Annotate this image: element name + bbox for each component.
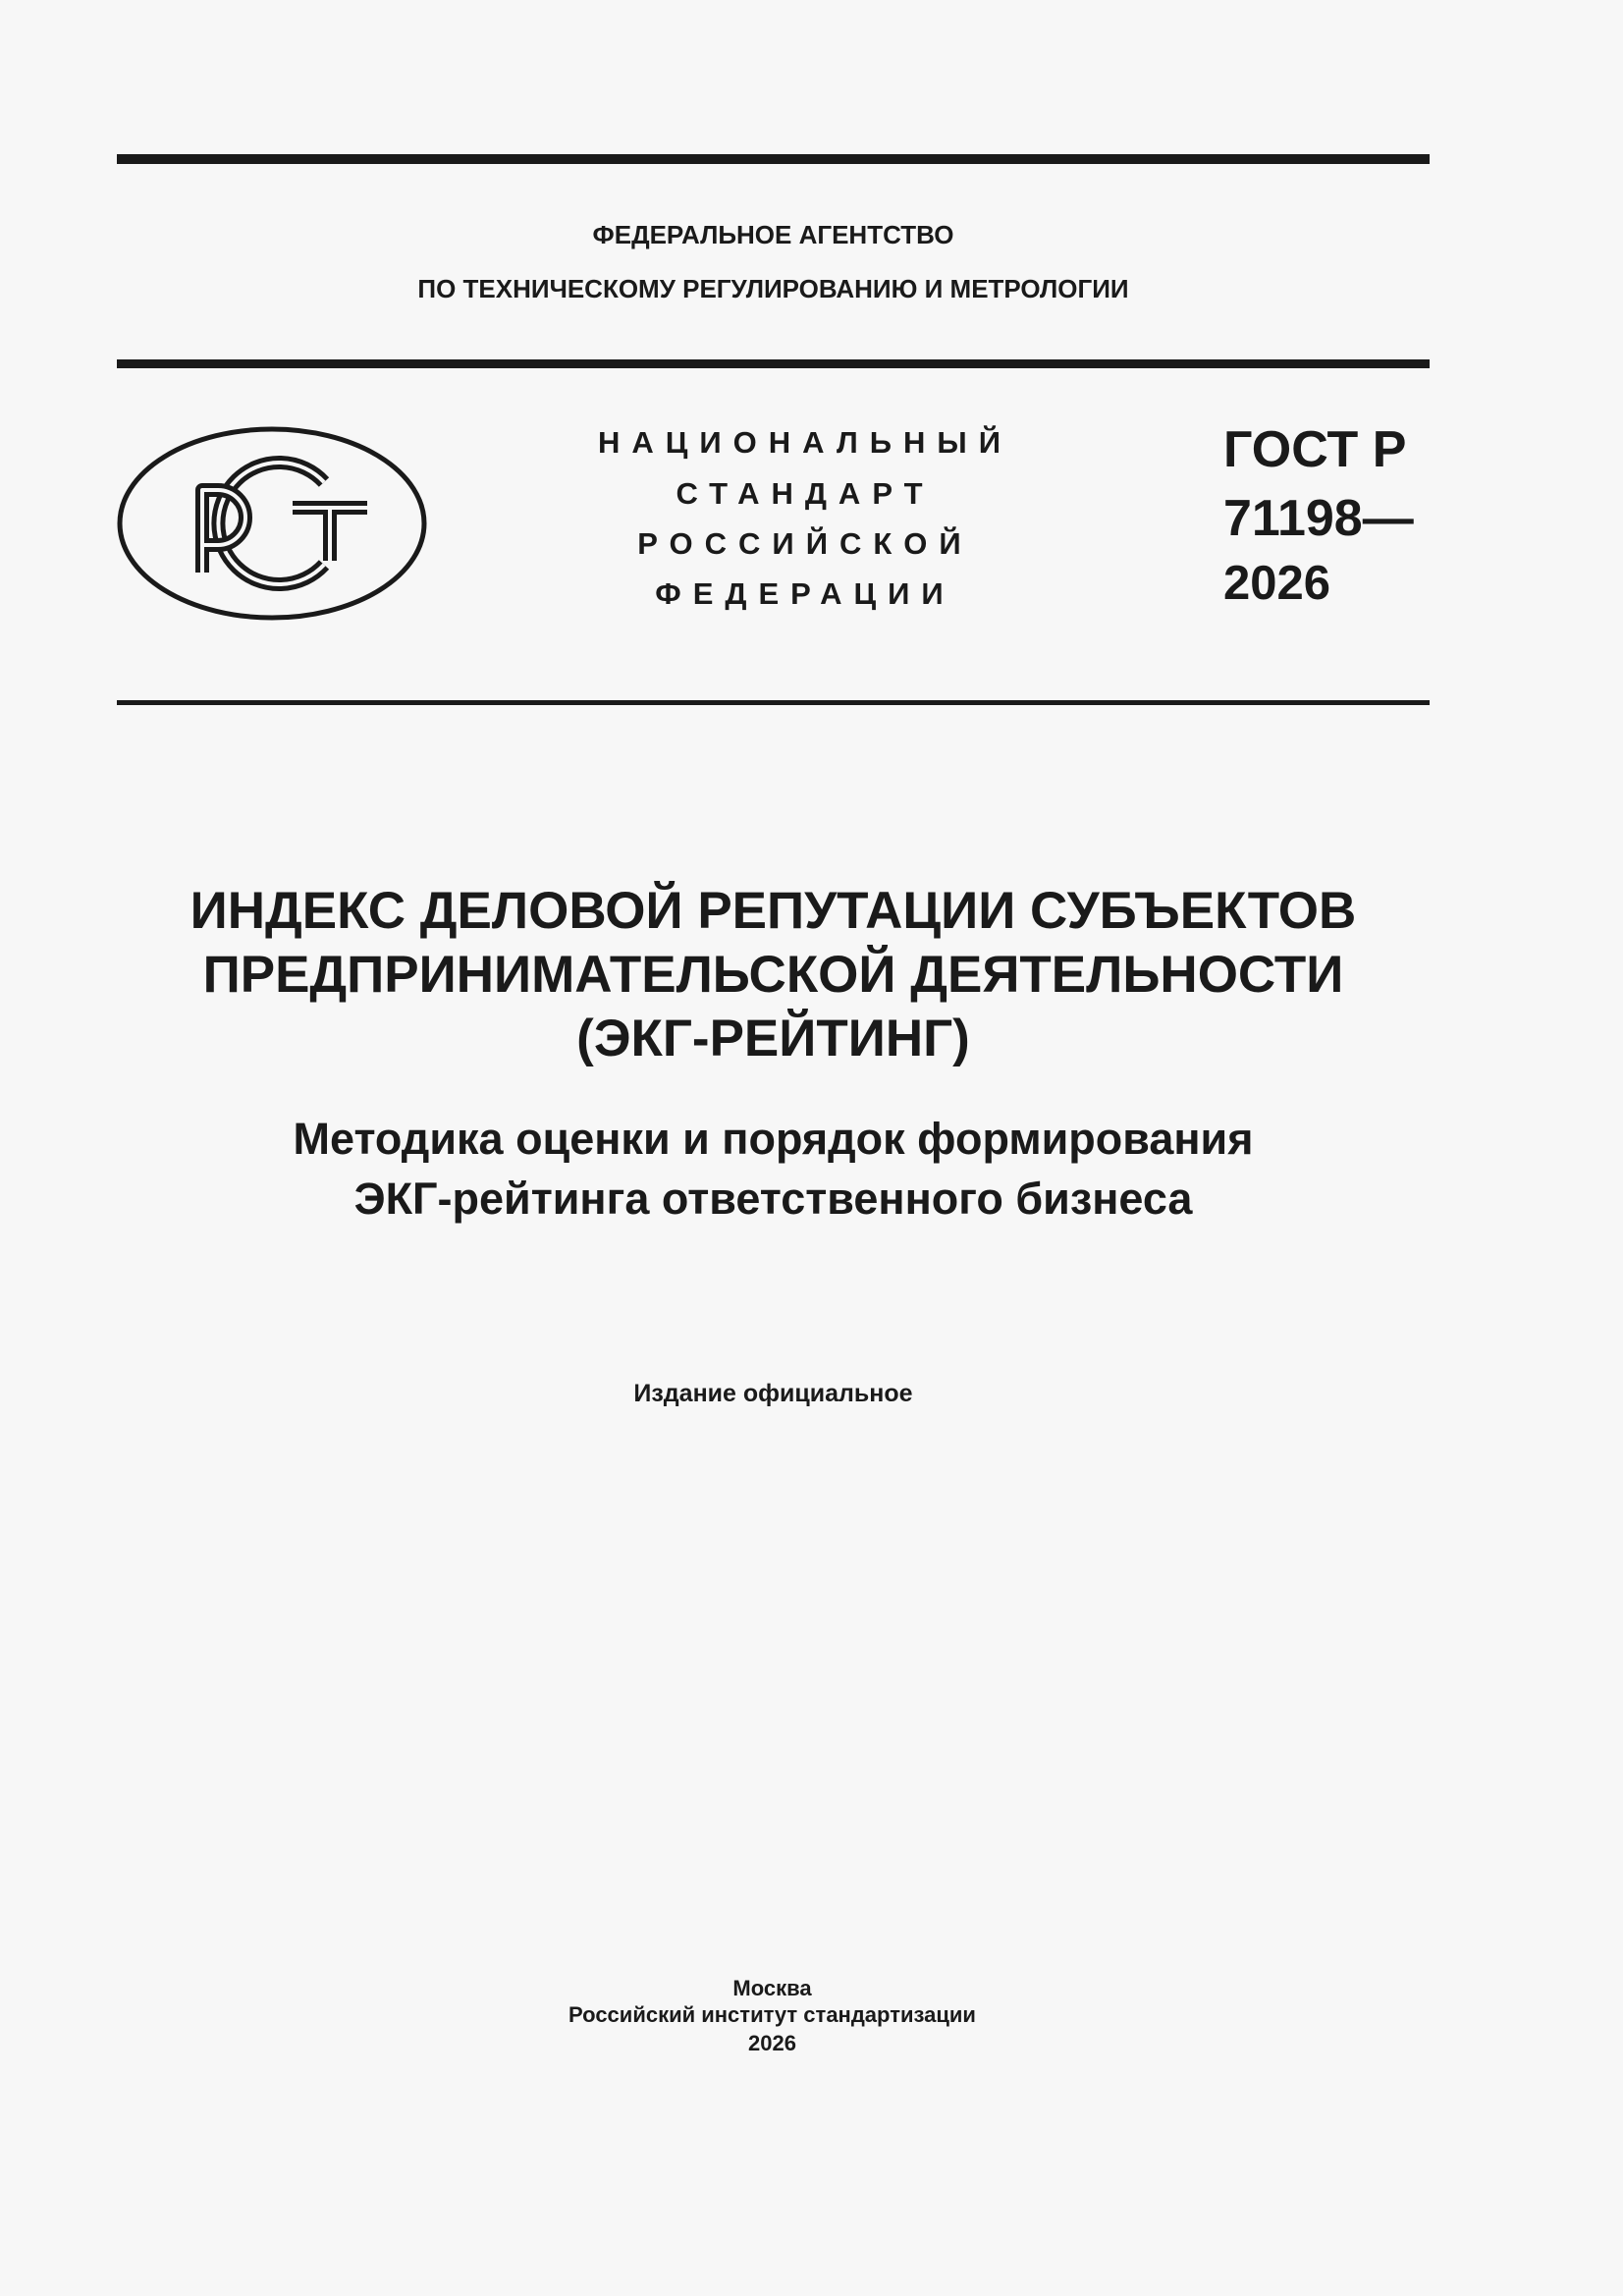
top-divider xyxy=(117,154,1430,164)
standard-type-line4: ФЕДЕРАЦИИ xyxy=(655,576,955,611)
standard-type-line1: НАЦИОНАЛЬНЫЙ xyxy=(597,425,1013,460)
agency-name-line2: ПО ТЕХНИЧЕСКОМУ РЕГУЛИРОВАНИЮ И МЕТРОЛОГИИ xyxy=(417,274,1129,303)
logo-divider xyxy=(117,700,1430,705)
standard-type-line3: РОССИЙСКОЙ xyxy=(637,526,973,561)
imprint-city: Москва xyxy=(732,1976,812,2000)
document-title-line3: (ЭКГ-РЕЙТИНГ) xyxy=(576,1010,970,1067)
edition-label: Издание официальное xyxy=(633,1380,913,1407)
rst-certification-mark-icon xyxy=(116,425,428,622)
header-divider xyxy=(117,359,1430,368)
designation-line3: 2026 xyxy=(1223,557,1331,610)
designation-line1: ГОСТ Р xyxy=(1223,421,1407,478)
document-title-line2: ПРЕДПРИНИМАТЕЛЬСКОЙ ДЕЯТЕЛЬНОСТИ xyxy=(202,946,1344,1004)
document-title-line1: ИНДЕКС ДЕЛОВОЙ РЕПУТАЦИИ СУБЪЕКТОВ xyxy=(189,882,1357,940)
document-subtitle-line2: ЭКГ-рейтинга ответственного бизнеса xyxy=(353,1174,1193,1224)
imprint-year: 2026 xyxy=(748,2031,796,2055)
designation-line2: 71198— xyxy=(1223,490,1414,547)
imprint-publisher: Российский институт стандартизации xyxy=(568,2002,976,2027)
standard-type-line2: СТАНДАРТ xyxy=(676,476,935,511)
agency-name-line1: ФЕДЕРАЛЬНОЕ АГЕНТСТВО xyxy=(592,220,954,249)
document-subtitle-line1: Методика оценки и порядок формирования xyxy=(293,1114,1254,1164)
